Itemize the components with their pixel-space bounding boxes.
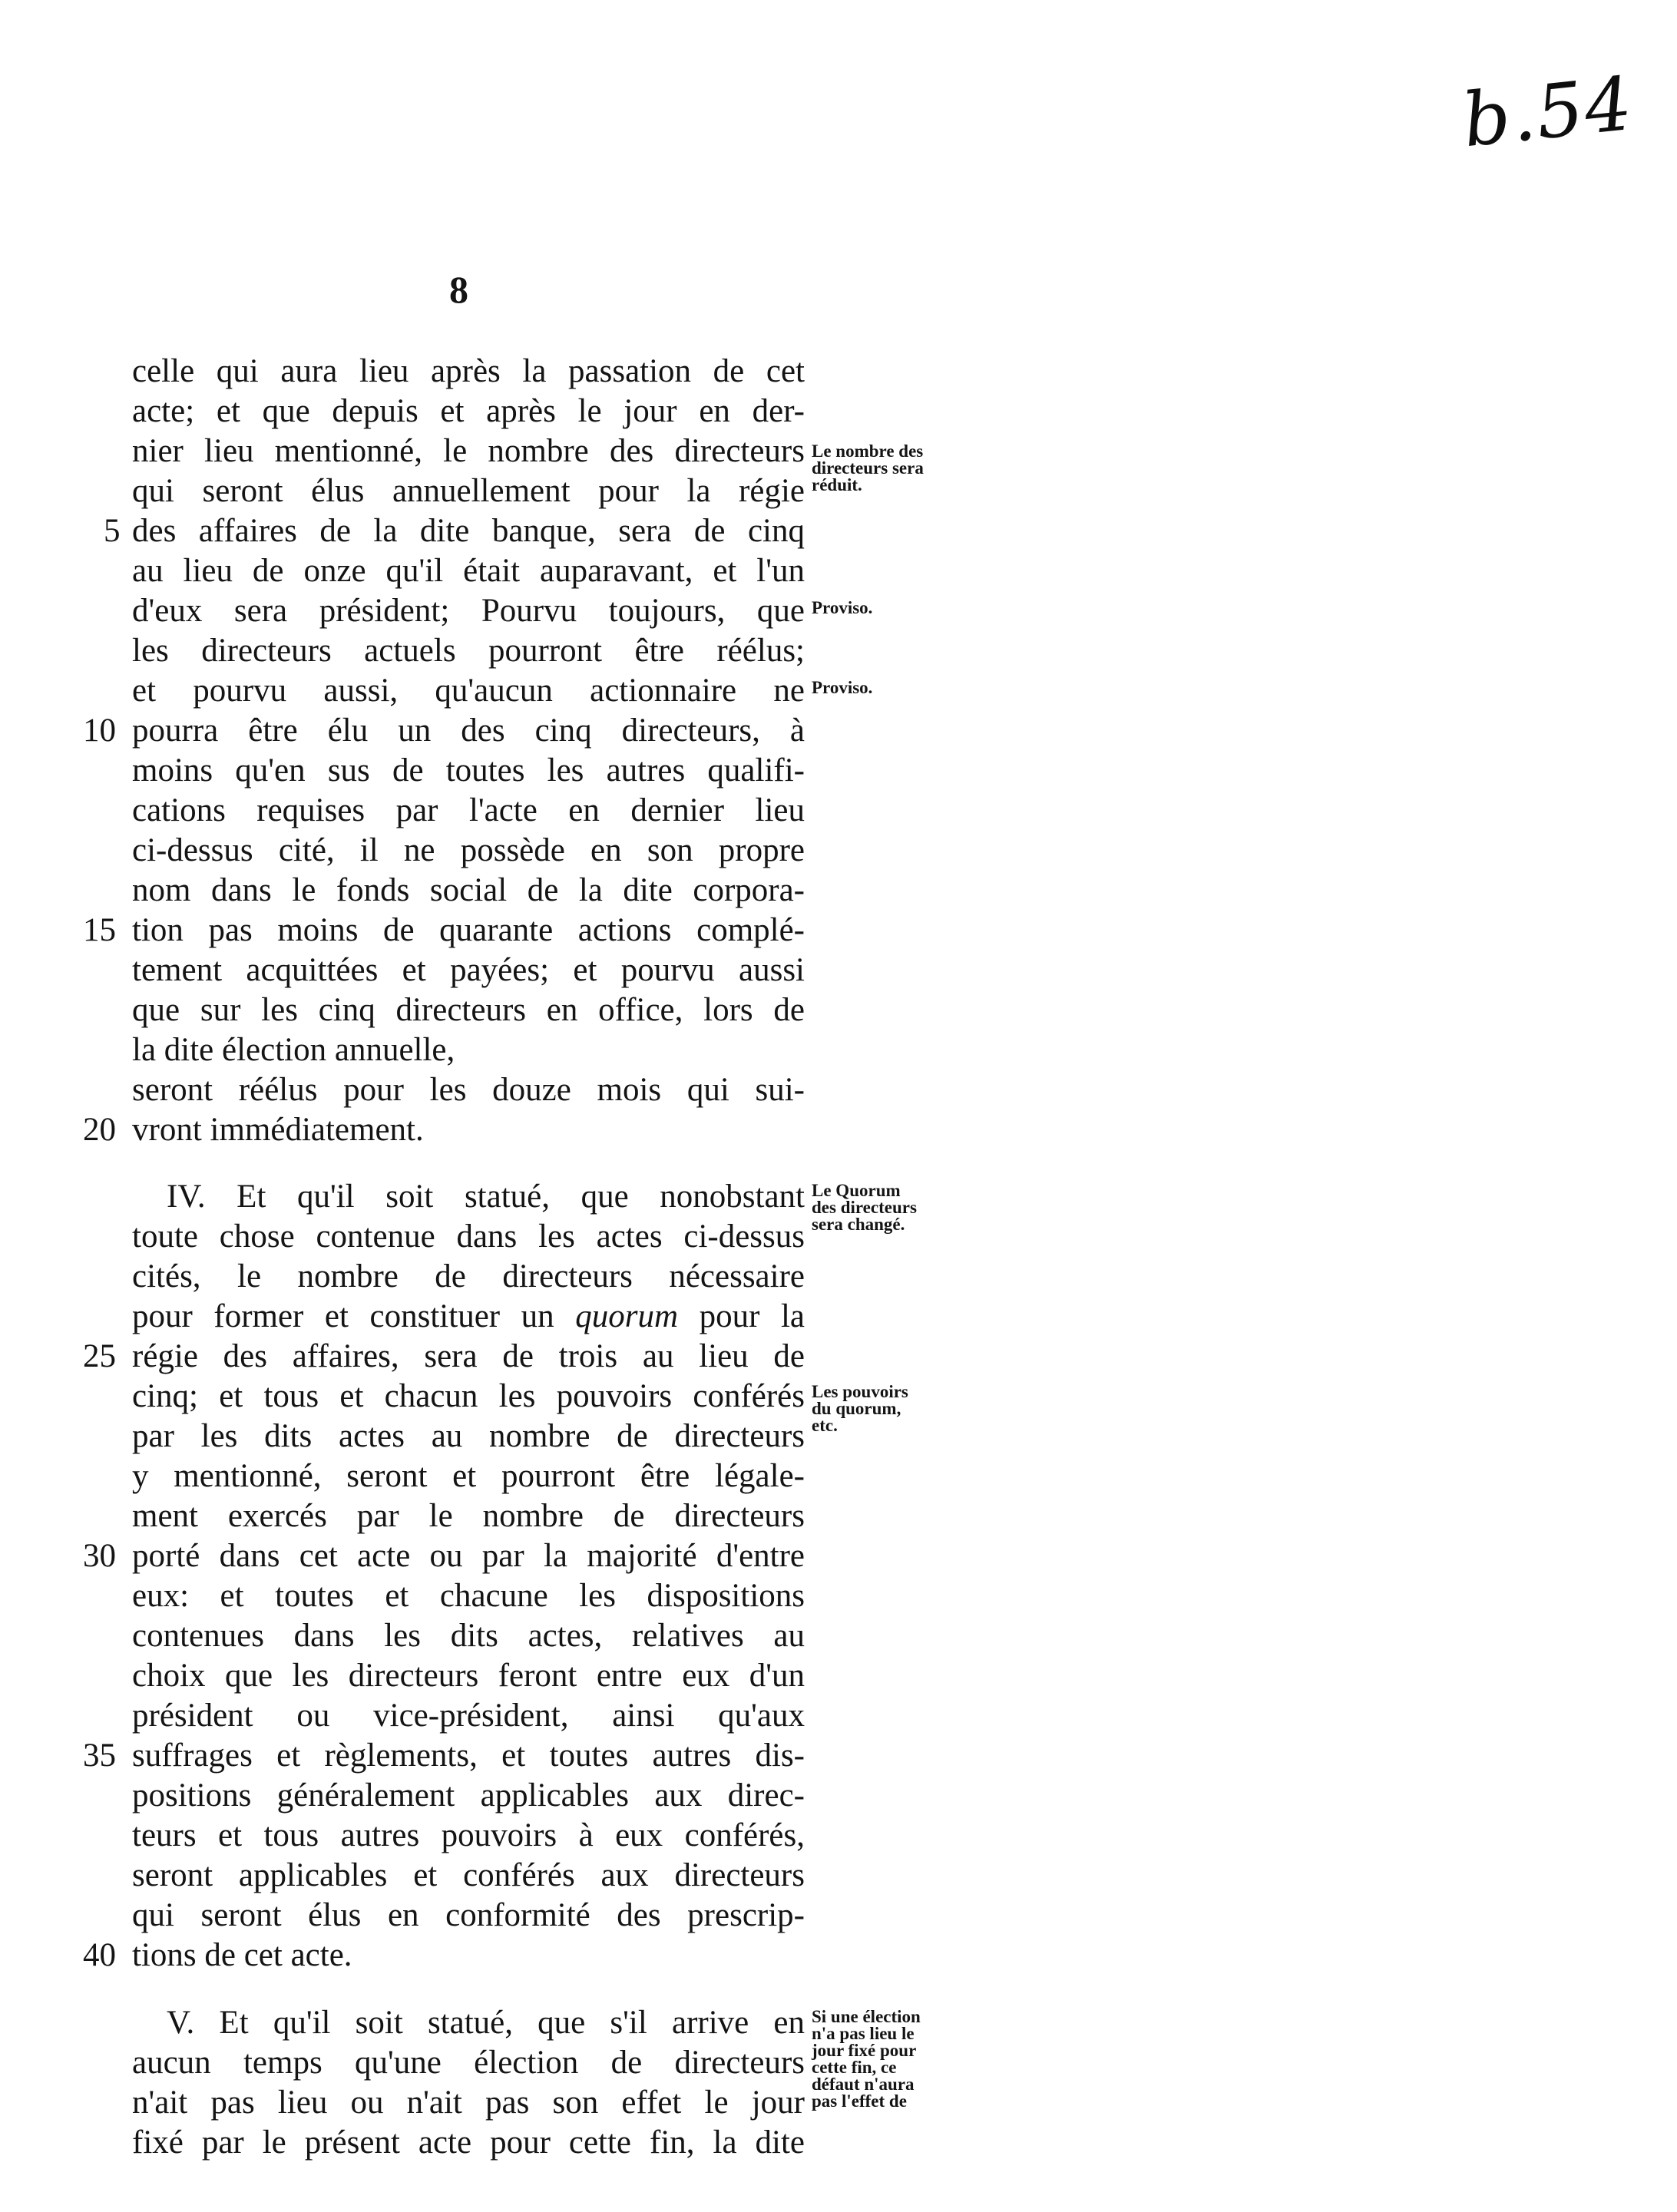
line-number: 15	[83, 912, 116, 948]
text-line: seront réélus pour les douze mois qui sui-	[132, 1072, 805, 1108]
quorum-italic-word: quorum	[575, 1298, 679, 1334]
line-number: 30	[83, 1538, 116, 1574]
text-line: la dite élection annuelle,	[132, 1032, 455, 1068]
text-line: fixé par le présent acte pour cette fin, la dite	[132, 2124, 805, 2161]
text-fragment: pour la	[699, 1298, 805, 1334]
line-number: 35	[83, 1738, 116, 1774]
text-line: qui seront élus annuellement pour la régie	[132, 473, 805, 509]
margin-note-line: pas l'effet de	[812, 2091, 907, 2111]
text-line: contenues dans les dits actes, relatives au	[132, 1618, 805, 1654]
text-line: régie des affaires, sera de trois au lieu de	[132, 1338, 805, 1374]
text-line: cations requises par l'acte en dernier lieu	[132, 792, 805, 828]
text-line: président ou vice-président, ainsi qu'aux	[132, 1698, 805, 1734]
handwritten-folio-mark: b.54	[1458, 60, 1638, 164]
margin-note-line: jour fixé pour	[812, 2041, 917, 2060]
margin-note-line: Le Quorum	[812, 1181, 901, 1200]
text-fragment: pour former et constituer un	[132, 1298, 554, 1334]
text-line-quorum	[132, 1297, 805, 1337]
line-number: 25	[83, 1338, 116, 1374]
text-line: ci-dessus cité, il ne possède en son propre	[132, 832, 805, 868]
text-line: au lieu de onze qu'il était auparavant, et l'un	[132, 553, 805, 589]
text-line: toute chose contenue dans les actes ci-dessus	[132, 1218, 805, 1255]
text-line: positions généralement applicables aux direc-	[132, 1777, 805, 1814]
margin-note-line: Si une élection	[812, 2007, 921, 2026]
text-line: qui seront élus en conformité des prescrip-	[132, 1897, 805, 1933]
text-line: eux: et toutes et chacune les dispositions	[132, 1578, 805, 1614]
text-line: par les dits actes au nombre de directeurs	[132, 1418, 805, 1454]
text-line: des affaires de la dite banque, sera de cinq	[132, 513, 805, 549]
text-line: vront immédiatement.	[132, 1112, 424, 1148]
text-line: ment exercés par le nombre de directeurs	[132, 1498, 805, 1534]
margin-note-line: Proviso.	[812, 678, 873, 697]
text-line: y mentionné, seront et pourront être légale-	[132, 1458, 805, 1494]
text-line: tions de cet acte.	[132, 1937, 352, 1973]
margin-note-quorum-changed	[812, 1182, 965, 1233]
margin-note-line: directeurs sera	[812, 458, 924, 478]
text-line: n'ait pas lieu ou n'ait pas son effet le jour	[132, 2085, 805, 2121]
text-line: et pourvu aussi, qu'aucun actionnaire ne	[132, 673, 805, 709]
text-line: que sur les cinq directeurs en office, lors de	[132, 992, 805, 1028]
margin-note-line: cette fin, ce	[812, 2058, 897, 2077]
line-number: 5	[104, 513, 121, 549]
text-line: cinq; et tous et chacun les pouvoirs conférés	[132, 1378, 805, 1414]
text-line: tement acquittées et payées; et pourvu aussi	[132, 952, 805, 988]
text-line: celle qui aura lieu après la passation de cet	[132, 353, 805, 389]
margin-note-line: des directeurs	[812, 1198, 917, 1217]
margin-note-line: réduit.	[812, 475, 862, 494]
section-iv-heading-line: IV. Et qu'il soit statué, que nonobstant	[167, 1179, 805, 1215]
line-number: 40	[83, 1937, 116, 1973]
text-line: pourra être élu un des cinq directeurs, à	[132, 713, 805, 749]
margin-note-proviso	[812, 679, 965, 696]
margin-note-line: Le nombre des	[812, 441, 924, 461]
text-line: choix que les directeurs feront entre eux d'un	[132, 1658, 805, 1694]
margin-note-directors-reduced	[812, 443, 965, 494]
page-number: 8	[449, 268, 468, 311]
margin-note-line: etc.	[812, 1416, 838, 1435]
text-line: tion pas moins de quarante actions complé-	[132, 912, 805, 948]
text-line: cités, le nombre de directeurs nécessaire	[132, 1258, 805, 1294]
text-line: teurs et tous autres pouvoirs à eux conférés,	[132, 1817, 805, 1853]
text-line: nom dans le fonds social de la dite corpora-	[132, 872, 805, 908]
text-line: porté dans cet acte ou par la majorité d'entre	[132, 1538, 805, 1574]
text-line: moins qu'en sus de toutes les autres qualifi-	[132, 752, 805, 789]
text-line: aucun temps qu'une élection de directeurs	[132, 2045, 805, 2081]
line-number: 10	[83, 713, 116, 749]
text-line: les directeurs actuels pourront être réélus;	[132, 633, 805, 669]
margin-note-line: Les pouvoirs	[812, 1382, 908, 1401]
line-number: 20	[83, 1112, 116, 1148]
margin-note-line: sera changé.	[812, 1215, 905, 1234]
text-line: acte; et que depuis et après le jour en der-	[132, 393, 805, 429]
margin-note-proviso	[812, 600, 965, 617]
text-line: d'eux sera président; Pourvu toujours, que	[132, 593, 805, 629]
margin-note-election-not-held	[812, 2009, 965, 2110]
margin-note-line: n'a pas lieu le	[812, 2024, 915, 2043]
text-line: nier lieu mentionné, le nombre des directeurs	[132, 433, 805, 469]
margin-note-quorum-powers	[812, 1384, 965, 1434]
margin-note-line: du quorum,	[812, 1399, 901, 1418]
margin-note-line: défaut n'aura	[812, 2075, 915, 2094]
text-line: seront applicables et conférés aux directeurs	[132, 1857, 805, 1893]
text-line: suffrages et règlements, et toutes autres dis-	[132, 1738, 805, 1774]
margin-note-line: Proviso.	[812, 598, 873, 617]
section-v-heading-line: V. Et qu'il soit statué, que s'il arrive en	[167, 2005, 805, 2041]
